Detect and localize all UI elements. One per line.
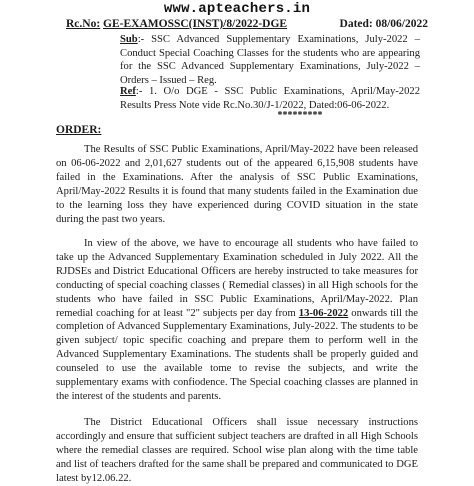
reference-label: Ref [120, 86, 136, 97]
rc-value: GE-EXAMOSSC(INST)/8/2022-DGE [103, 18, 288, 30]
site-watermark: www.apteachers.in [163, 1, 311, 17]
dated-value: 08/06/2022 [375, 18, 428, 30]
paragraph-deo-text: The District Educational Officers shall issue necessary instructions accordingly and ensure that sufficient subject teachers are drafted in all High Schools where the remedial classes are required. School wise plan along with the time table and list of teachers drafted for the same shall be prepared and communicated to DGE latest by12.06.22. [56, 417, 418, 484]
reference-block [120, 85, 420, 120]
subject-text: :- SSC Advanced Supplementary Examinations, July-2022 – Conduct Special Coaching Classes for the students who are appearing for the SSC Advanced Supplementary Examinations, July-2022 – Orders – Issued – Reg. [120, 34, 420, 86]
dated [340, 18, 428, 30]
dated-label: Dated: [339, 18, 373, 30]
reference-text: :- 1. O/o DGE - SSC Public Examinations, April/May-2022 Results Press Note vide Rc.No.30/J-1/2022, Dated:06-06-2022. [120, 86, 420, 111]
separator-stars: ********* [277, 110, 323, 121]
paragraph-instructions-text-2: onwards till the completion of Advanced Supplementary Examinations, July-2022. The students to be given subject/ topic specific coaching and prepare them to perform well in the Advanced Supplementary Examinations. The students shall be properly guided and counseled to use the available tome to revise the subjects, and write the supplementary exams with confiodence. The Special coaching classes are planned in the interest of the students and parents. [56, 307, 418, 402]
subject-block [120, 33, 420, 87]
start-date: 13-06-2022 [298, 307, 349, 319]
paragraph-instructions [56, 237, 418, 404]
rc-number [66, 18, 287, 30]
paragraph-results [56, 143, 418, 226]
order-heading: ORDER: [56, 124, 102, 136]
paragraph-results-text: The Results of SSC Public Examinations, April/May-2022 have been released on 06-06-2022 and 2,01,627 students out of the appeared 6,15,908 students have failed in the Examinations. After the analysis of SSC Public Examinations, April/May-2022 Results it is found that many students failed in the Examination due to the learning loss they have experienced during COVID situation in the state during the past two years. [56, 144, 418, 225]
paragraph-deo [56, 416, 418, 486]
subject-label: Sub [120, 34, 138, 45]
rc-label: Rc.No: [66, 18, 101, 30]
paragraph-instructions-text-1: In view of the above, we have to encourage all students who have failed to take up the Advanced Supplementary Examination scheduled in July 2022. All the RJDSEs and District Educational Officers are hereby instructed to take measures for conducting of special coaching classes ( Remedial classes) in all High schools for the students who have failed in SSC Public Examinations, April/May-2022. Plan remedial coaching for at least "2" subjects per day from [56, 238, 418, 319]
